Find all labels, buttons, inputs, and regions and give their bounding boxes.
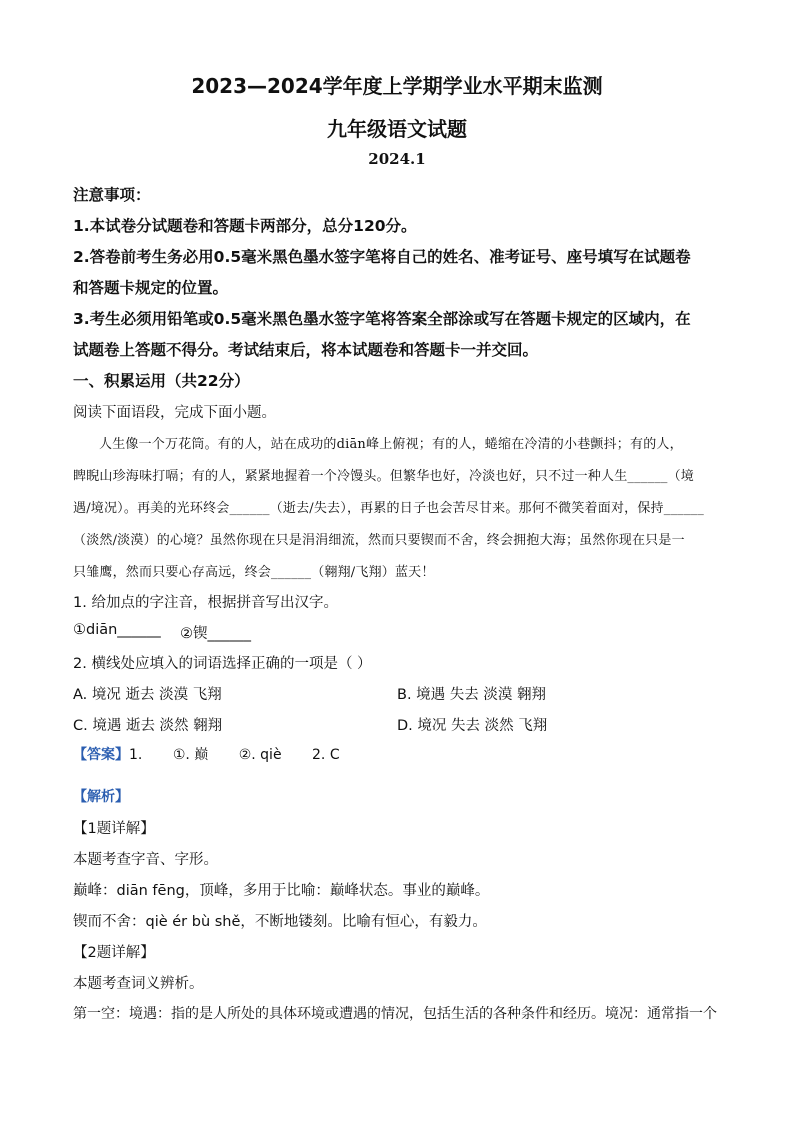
exam-title: 2023—2024学年度上学期学业水平期末监测 — [191, 74, 603, 98]
passage-line-5: 只雏鹰，然而只要心存高远，终会______（翱翔/飞翔）蓝天！ — [73, 565, 435, 580]
answer-2: ②. qiè — [238, 747, 282, 763]
detail-2-line-2: 第一空：境遇：指的是人所处的具体环境或遭遇的情况，包括生活的各种条件和经历。境况：通常指一个 — [73, 1006, 717, 1022]
option-d: D. 境况 失去 淡然 飞翔 — [397, 718, 548, 734]
option-b: B. 境遇 失去 淡漠 翱翔 — [397, 687, 546, 703]
answer-1: ①. 巅 — [172, 747, 209, 763]
detail-1-label: 【1题详解】 — [73, 821, 155, 837]
option-c: C. 境遇 逝去 淡然 翱翔 — [73, 718, 223, 734]
option-a: A. 境况 逝去 淡漠 飞翔 — [73, 687, 222, 703]
notice-item-1: 1.本试卷分试题卷和答题卡两部分，总分120分。 — [73, 217, 417, 235]
section-1-instruction: 阅读下面语段，完成下面小题。 — [73, 405, 276, 421]
section-1-heading: 一、积累运用（共22分） — [73, 372, 250, 390]
notice-item-2-line-2: 和答题卡规定的位置。 — [73, 279, 229, 297]
analysis-label: 【解析】 — [73, 789, 129, 805]
question-1: 1. 给加点的字注音，根据拼音写出汉字。 — [73, 595, 338, 611]
detail-1-line-1: 本题考查字音、字形。 — [73, 852, 218, 868]
detail-2-line-1: 本题考查词义辨析。 — [73, 976, 204, 992]
notice-item-3-line-1: 3.考生必须用铅笔或0.5毫米黑色墨水签字笔将答案全部涂或写在答题卡规定的区域内，在 — [73, 310, 691, 328]
question-1-part-2: ②锲______ — [180, 626, 251, 642]
answer-3: 2. C — [312, 747, 340, 763]
notice-item-2-line-1: 2.答卷前考生务必用0.5毫米黑色墨水签字笔将自己的姓名、准考证号、座号填写在试题卷 — [73, 248, 691, 266]
detail-1-line-2: 巅峰：diān fēng，顶峰，多用于比喻：巅峰状态。事业的巅峰。 — [73, 883, 490, 899]
exam-date: 2024.1 — [368, 150, 426, 168]
passage-line-2: 睥睨山珍海味打嗝；有的人，紧紧地握着一个冷馒头。但繁华也好，冷淡也好，只不过一种人生______（境 — [73, 469, 695, 484]
passage-line-4: （淡然/淡漠）的心境？虽然你现在只是涓涓细流，然而只要锲而不舍，终会拥抱大海；虽然你现在只是一 — [73, 533, 685, 548]
notice-item-3-line-2: 试题卷上答题不得分。考试结束后，将本试题卷和答题卡一并交回。 — [73, 341, 539, 359]
passage-line-1: 人生像一个万花筒。有的人，站在成功的diān峰上俯视；有的人，蜷缩在冷清的小巷颤抖；有的人， — [99, 437, 683, 452]
question-2: 2. 横线处应填入的词语选择正确的一项是（ ） — [73, 656, 372, 672]
answer-q1-number: 1. — [129, 747, 143, 763]
exam-subtitle: 九年级语文试题 — [327, 117, 467, 141]
question-1-part-1: ①diān______ — [73, 622, 161, 638]
detail-2-label: 【2题详解】 — [73, 945, 155, 961]
answer-label: 【答案】 — [73, 747, 129, 763]
answer-line — [73, 744, 340, 764]
detail-1-line-3: 锲而不舍：qiè ér bù shě，不断地镂刻。比喻有恒心，有毅力。 — [73, 914, 487, 930]
notice-heading: 注意事项： — [73, 186, 151, 204]
passage-line-3: 遇/境况）。再美的光环终会______（逝去/失去），再累的日子也会苦尽甘来。那何不微笑着面对，保持______ — [73, 501, 704, 516]
